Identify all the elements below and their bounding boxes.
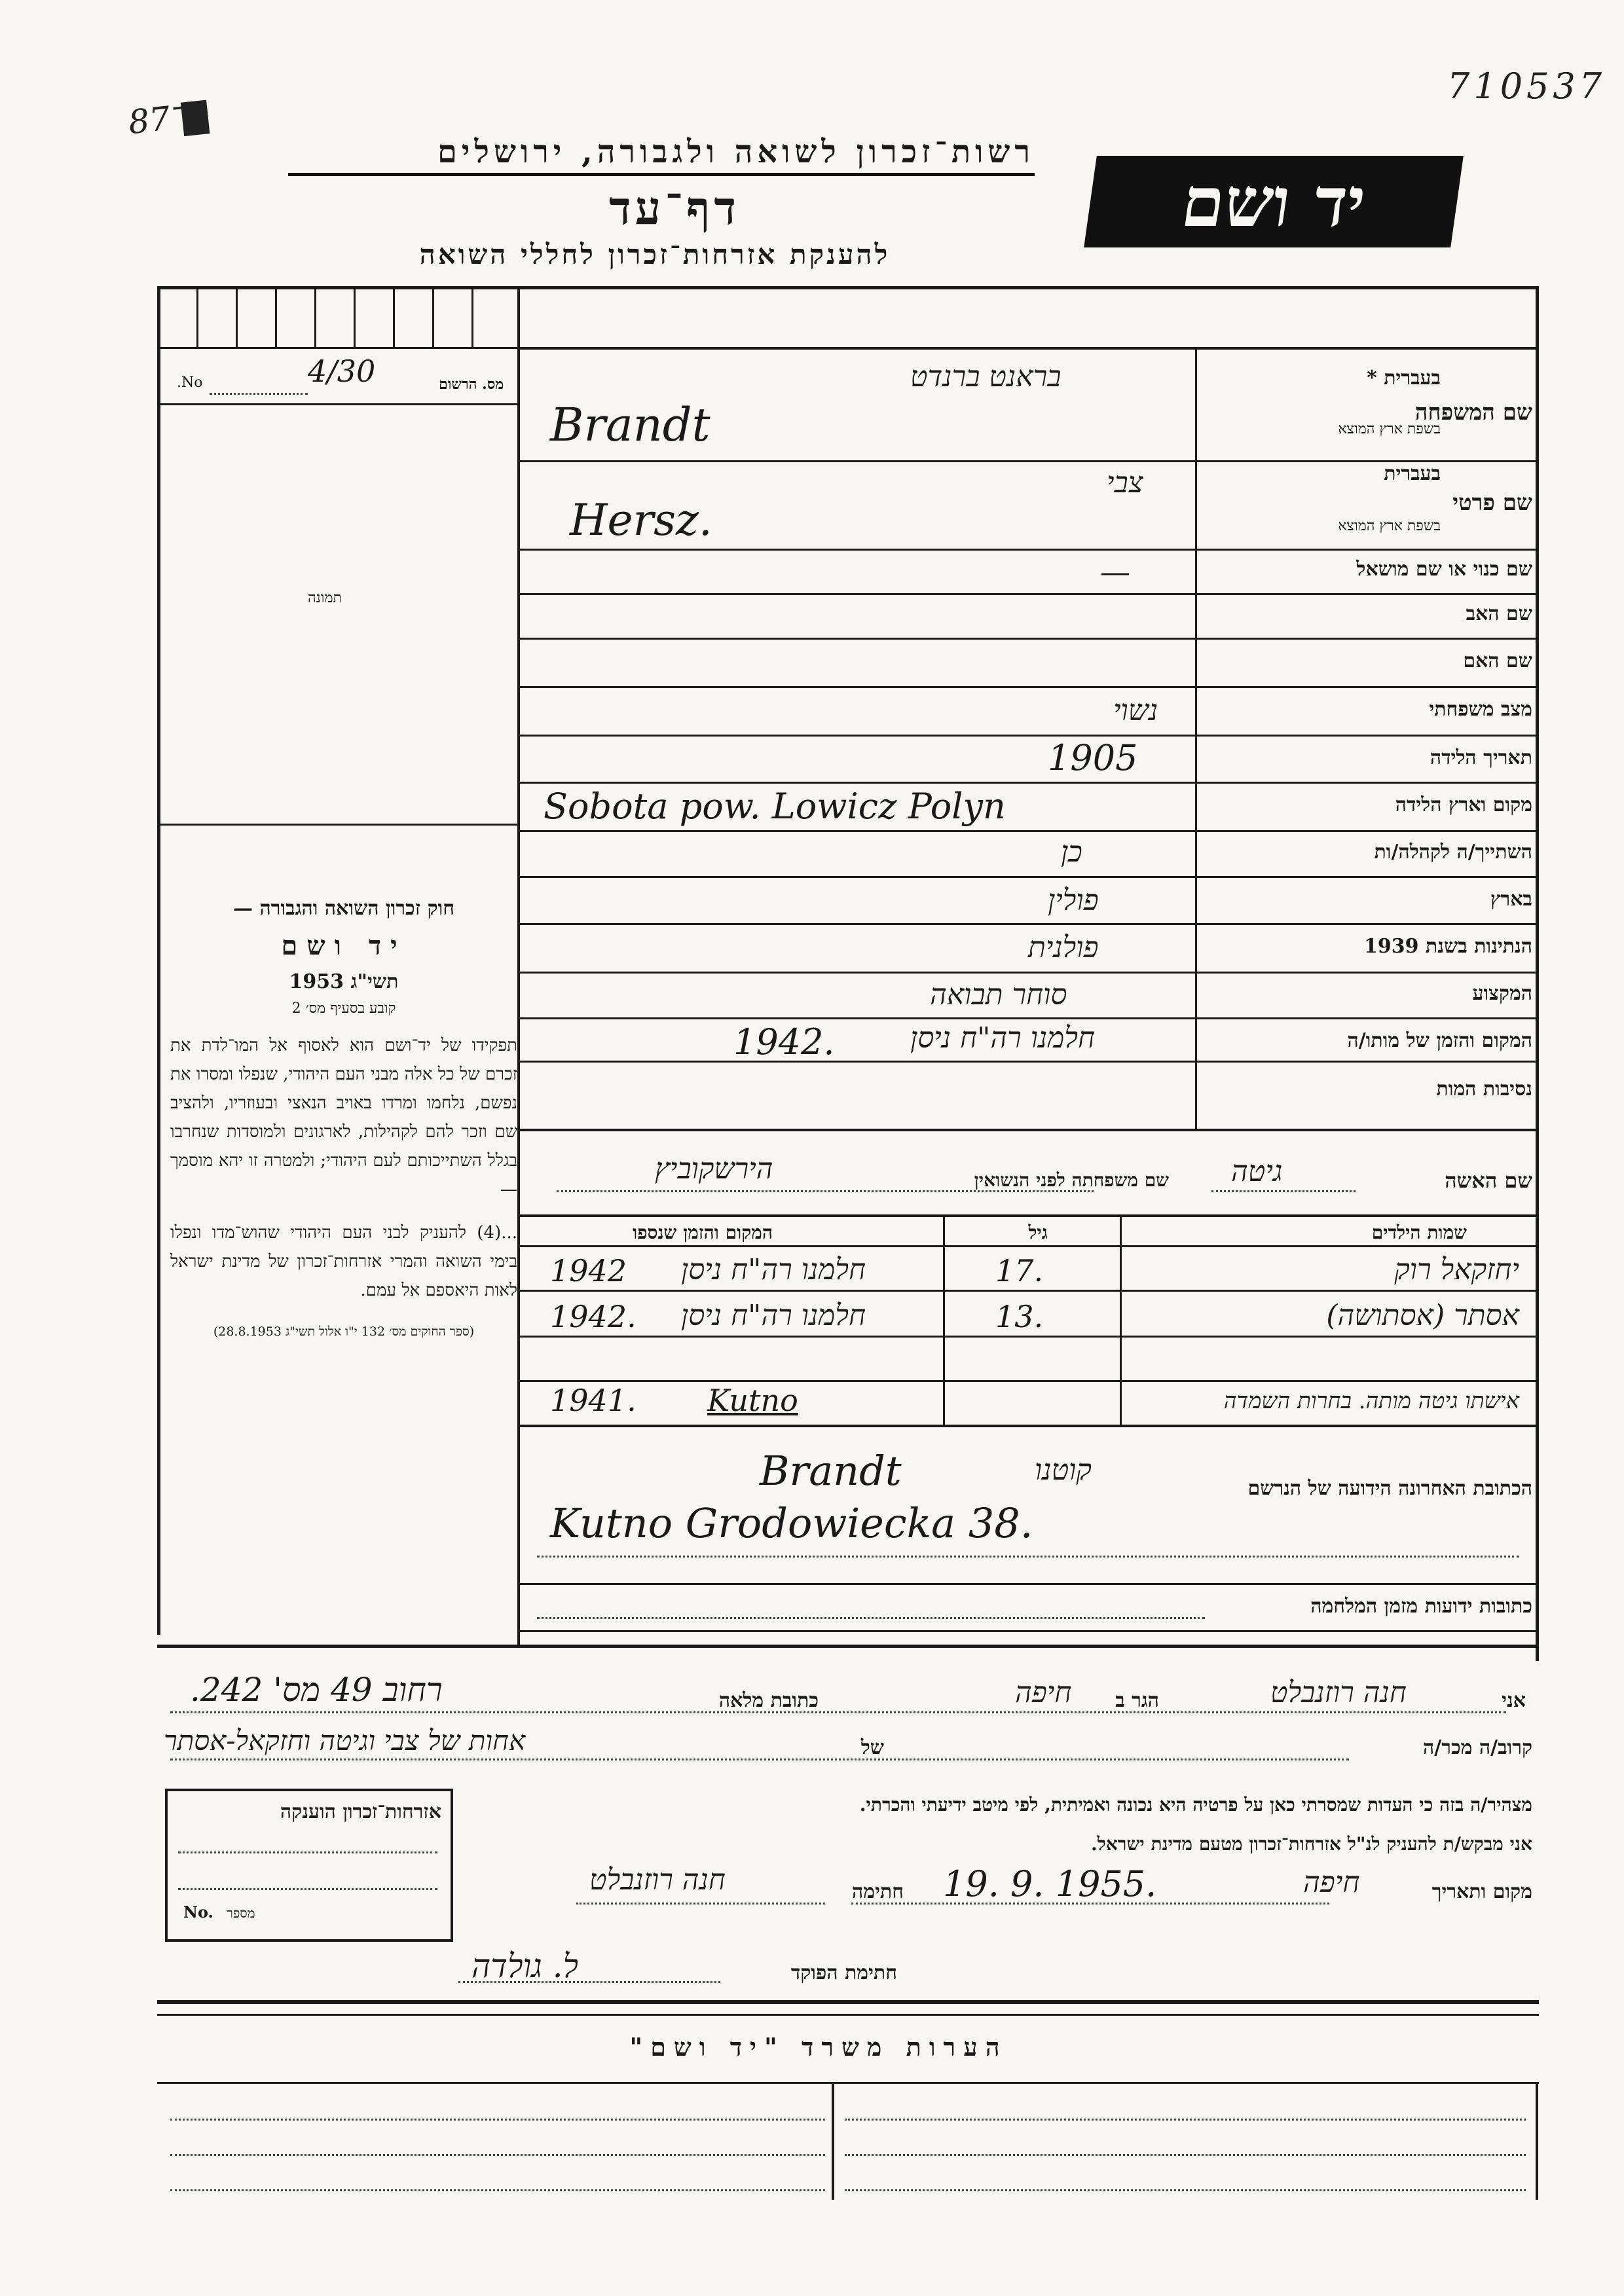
child-age[interactable]: 13. xyxy=(995,1299,1044,1334)
family-name-origin-value[interactable]: Brandt xyxy=(550,398,710,452)
first-name-label: שם פרטי xyxy=(1452,490,1532,516)
child-name[interactable]: יחזקאל רוק xyxy=(1394,1253,1519,1286)
relative-value[interactable]: אחות של צבי וגיטה וחזקאל-אסתר xyxy=(164,1724,526,1757)
marital-status-label: מצב משפחתי xyxy=(1429,698,1532,721)
archive-stamp-number: 710537 xyxy=(1447,65,1606,107)
child-year[interactable]: 1942. xyxy=(550,1299,637,1334)
law-text-panel xyxy=(170,897,517,1339)
corner-handwritten-mark: 87־▇ xyxy=(126,95,210,142)
wife-name-label: שם האשה xyxy=(1445,1168,1532,1193)
reg-number-value[interactable]: 4/30 xyxy=(308,354,376,389)
first-name-origin-value[interactable]: Hersz. xyxy=(570,495,712,545)
death-place-value[interactable]: חלמנו רה"ח ניסן xyxy=(910,1021,1096,1055)
nationality-1939-label: הנתינות בשנת 1939 xyxy=(1363,935,1532,958)
family-name-label: שם המשפחה xyxy=(1414,399,1532,426)
children-place-time-header: המקום והזמן שנספו xyxy=(633,1222,773,1243)
child-place[interactable]: Kutno xyxy=(707,1383,798,1418)
wife-maiden-name-value[interactable]: הירשקוביץ xyxy=(655,1152,773,1186)
citizenship-awarded-title: אזרחות־זכרון הוענקה xyxy=(280,1800,441,1823)
child-name[interactable]: אסתר (אסתושה) xyxy=(1326,1299,1519,1332)
community-label: השתייך/ה לקהלה/ות xyxy=(1374,841,1532,864)
community-value[interactable]: כן xyxy=(1061,835,1082,869)
relative-of-label: של xyxy=(860,1736,884,1759)
birthdate-label: תאריך הלידה xyxy=(1430,746,1532,769)
wife-maiden-name-label: שם משפחתה לפני הנשואין xyxy=(974,1169,1169,1191)
death-cause-label: נסיבות המות xyxy=(1436,1078,1532,1101)
mother-name-label: שם האם xyxy=(1463,649,1532,672)
last-address-label: הכתובת האחרונה הידועה של הנרשם xyxy=(1247,1477,1532,1500)
nickname-label: שם כנוי או שם מושאל xyxy=(1356,558,1532,581)
relative-label: קרוב/ה מכר/ה xyxy=(1423,1736,1532,1759)
child-place[interactable]: חלמנו רה"ח ניסן xyxy=(681,1299,866,1332)
law-paragraph-1: תפקידו של יד־ושם הוא לאסוף אל המו־לדת את זכרם של כל אלה מבני העם היהודי, שנפלו ומסרו את נפשם, נלחמו ומרדו באויב הנאצי ובעוזריו, ולהציב שם וזכר להם לקהילות, לארגונים ולמוסדות שנחרבו בגלל השתייכותם לעם היהודי; ולמטרה זו יהא מוסמך — xyxy=(170,1036,517,1199)
office-remarks-title: הערות משרד "יד ושם" xyxy=(629,2032,1008,2062)
logo-text: יד ושם xyxy=(1177,161,1371,242)
declarant-i-label: אני xyxy=(1502,1689,1526,1712)
first-name-hebrew-label: בעברית xyxy=(1384,462,1441,485)
signature-label: חתימה xyxy=(852,1880,904,1903)
reg-no-label: No. xyxy=(177,374,203,391)
declarant-city-value[interactable]: חיפה xyxy=(1015,1676,1072,1709)
form-title: דף־עד xyxy=(608,181,740,235)
family-name-origin-label: בשפת ארץ המוצא xyxy=(1338,421,1441,437)
father-name-label: שם האב xyxy=(1466,602,1532,625)
last-address-name-value[interactable]: Brandt xyxy=(760,1447,902,1495)
place-date-label: מקום ותאריך xyxy=(1431,1880,1532,1903)
country-value[interactable]: פולין xyxy=(1048,884,1099,917)
children-age-header: גיל xyxy=(1028,1222,1048,1243)
wartime-addresses-label: כתובות ידועות מזמן המלחמה xyxy=(1310,1595,1532,1618)
marital-status-value[interactable]: נשוי xyxy=(1113,694,1158,727)
children-names-header: שמות הילדים xyxy=(1371,1222,1467,1243)
profession-label: המקצוע xyxy=(1472,982,1532,1005)
child-year[interactable]: 1942 xyxy=(550,1253,627,1288)
child-age[interactable]: 17. xyxy=(995,1253,1044,1288)
child-year[interactable]: 1941. xyxy=(550,1383,637,1418)
death-place-time-label: המקום והזמן של מותו/ה xyxy=(1347,1029,1532,1052)
country-label: בארץ xyxy=(1490,888,1532,911)
law-paragraph-2: ...(4) להעניק לבני העם היהודי שהוש־מדו ונפלו בימי השואה והמרי אזרחות־זכרון של מדינת ישראל לאות היאספם אל עמם. xyxy=(170,1223,517,1300)
family-name-hebrew-value[interactable]: בראנט ברנדט xyxy=(910,360,1061,393)
award-no-label: No. xyxy=(183,1903,213,1922)
first-name-origin-label: בשפת ארץ המוצא xyxy=(1338,518,1441,534)
family-name-hebrew-label: בעברית * xyxy=(1367,367,1441,390)
law-source: (ספר החוקים מס׳ 132 י"ו אלול תשי"ג 28.8.1953) xyxy=(213,1324,475,1339)
declarant-name-value[interactable]: חנה רוזנבלט xyxy=(1270,1676,1407,1709)
photo-label: תמונה xyxy=(308,590,342,606)
declarant-full-address-label: כתובת מלאה xyxy=(718,1689,819,1712)
officer-signature-value[interactable]: ל. גולדה xyxy=(471,1947,578,1985)
last-address-street-value[interactable]: Kutno Grodowiecka 38. xyxy=(550,1499,1033,1547)
declarant-address-value[interactable]: רחוב 49 מס' 242. xyxy=(190,1671,443,1709)
law-name: יד ושם xyxy=(281,930,407,961)
signature-value[interactable]: חנה רוזנבלט xyxy=(589,1863,726,1897)
child-name[interactable]: אישתו גיטה מותה. בחרות השמדה xyxy=(1223,1388,1519,1414)
place-value[interactable]: חיפה xyxy=(1303,1866,1360,1899)
nationality-value[interactable]: פולנית xyxy=(1028,931,1099,964)
profession-value[interactable]: סוחר תבואה xyxy=(930,978,1067,1011)
law-heading: חוק זכרון השואה והגבורה — xyxy=(233,897,454,920)
wife-name-value[interactable]: גיטה xyxy=(1231,1155,1283,1188)
birthdate-value[interactable]: 1905 xyxy=(1048,737,1138,778)
law-year: תשי"ג 1953 xyxy=(289,970,399,993)
date-value[interactable]: 19. 9. 1955. xyxy=(943,1863,1157,1904)
birthplace-value[interactable]: Sobota pow. Lowicz Polyn xyxy=(544,786,1006,827)
officer-signature-label: חתימת הפוקד xyxy=(790,1961,897,1984)
form-subtitle: להענקת אזרחות־זכרון לחללי השואה xyxy=(419,238,891,270)
child-place[interactable]: חלמנו רה"ח ניסן xyxy=(681,1253,866,1286)
first-name-hebrew-value[interactable]: צבי xyxy=(1107,466,1143,500)
death-year-value[interactable]: 1942. xyxy=(733,1021,835,1063)
award-number-label: מספר xyxy=(227,1905,255,1921)
request-text: אני מבקש/ת להעניק לנ"ל אזרחות־זכרון מטעם מדינת ישראל. xyxy=(1090,1833,1532,1855)
reg-number-label: מס. הרשום xyxy=(439,376,504,393)
organization-name: רשות־זכרון לשואה ולגבורה, ירושלים xyxy=(288,131,1035,176)
citizenship-awarded-box xyxy=(165,1789,453,1942)
birthplace-label: מקום וארץ הלידה xyxy=(1395,793,1532,816)
last-address-hebrew-value[interactable]: קוטנו xyxy=(1035,1453,1092,1487)
nickname-value[interactable]: — xyxy=(1100,554,1130,589)
yad-vashem-logo xyxy=(1084,156,1464,247)
declarant-lives-in-label: הגר ב xyxy=(1115,1689,1159,1712)
declaration-text: מצהיר/ה בזה כי העדות שמסרתי כאן על פרטיה היא נכונה ואמיתית, לפי מיטב ידיעתי והכרתי. xyxy=(859,1794,1532,1815)
law-section: קובע בסעיף מס׳ 2 xyxy=(291,1000,396,1017)
